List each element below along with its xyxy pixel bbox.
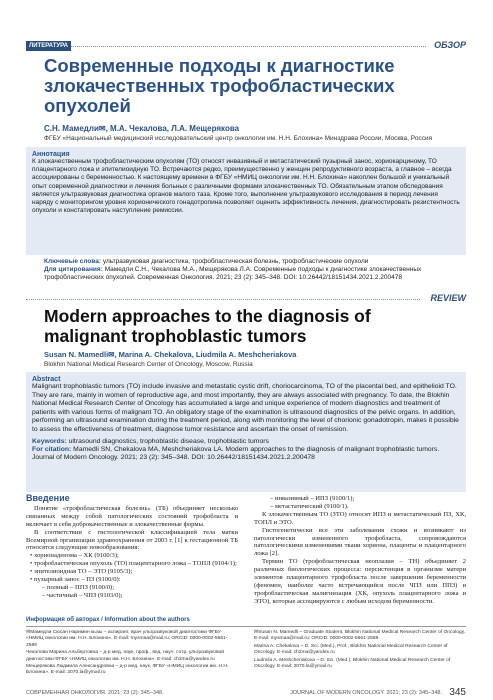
- citation-label-en: For citation:: [32, 445, 72, 453]
- article-title-en: Modern approaches to the diagnosis of malignant trophoblastic tumors: [44, 306, 371, 346]
- section-divider-en: [26, 299, 420, 300]
- citation-label-ru: Для цитирования:: [44, 266, 103, 273]
- author-info-item: Liudmila A. Meshcheriakova – D. Sci. (Med.), Blokhin National Medical Research Center of Oncology. E-mail: 2070.la@ymail.ru: [254, 657, 451, 670]
- keywords-label-en: Keywords:: [32, 437, 67, 445]
- list-item: • трофобластическая опухоль (ТО) плацентарного ложа – ТОПЛ (9104/1);: [30, 560, 237, 568]
- intro-paragraph-4: Гистогенетически все эти заболевания схожи и возникают из патологически измененного трофобласта, сопровождаются патологическими изменениями ткани хориона, плаценты и плацентарного ложа [2].: [254, 526, 466, 558]
- list-item: • эпителиоидная ТО – ЭТО (9105/3);: [30, 568, 133, 576]
- footer-journal-ru: СОВРЕМЕННАЯ ОНКОЛОГИЯ. 2021; 23 (2): 345–348.: [26, 690, 164, 696]
- keywords-value-en: ultrasound diagnostics, trophoblastic disease, trophoblastic tumors: [68, 437, 269, 445]
- list-subitem: – полный – ППЗ (9100/0);: [42, 583, 115, 591]
- body-column-right: [254, 495, 466, 606]
- keywords-citation-en: [32, 438, 460, 463]
- page-footer: [26, 688, 466, 699]
- section-label-ru: ОБЗОР: [430, 40, 466, 50]
- keywords-label-ru: Ключевые слова:: [44, 258, 102, 265]
- abstract-heading-en: Abstract: [32, 376, 61, 383]
- keywords-en: [32, 438, 460, 446]
- authors-en: Susan N. Mamedli✉, Marina A. Chekalova, Liudmila A. Meshcheriakova: [44, 350, 297, 359]
- abstract-heading-ru: Аннотация: [32, 151, 70, 158]
- article-title-ru: Современные подходы к диагностике злокачественных трофобластических опухолей: [44, 55, 395, 116]
- list-subitem: – инвазивный – ИПЗ (9100/1);: [270, 495, 355, 502]
- author-info-item: Мещерякова Людмила Александровна – д-р мед. наук, ФГБУ «НМИЦ онкологии им. Н.Н. Блохина». E-mail: 2070.la@ymail.ru: [26, 664, 229, 676]
- author-info-item: Чекалова Марина Альбертовна – д-р мед. наук, проф., вед. науч. сотр. ультразвуковой диагностики ФГБУ «НМИЦ онкологии им. Н.Н. Блохина». E-mail: ch2ma@yandex.ru: [26, 650, 225, 662]
- author-info-item: ✉Мамедли Сюсан Наримин кызы – аспирант, врач ультразвуковой диагностики ФГБУ «НМИЦ онкологии им. Н.Н. Блохина». E-mail: mysmaa@mail.ru; ORCID: 0000-0002-5661-2589: [26, 630, 228, 648]
- abstract-text-ru: К злокачественным трофобластическим опухолям (ТО) относят инвазивный и метастатический пузырный занос, хориокарциному, ТО плацентарного ложа и эпителиоидную ТО. Встречаются редко, преимущественно у женщин репродуктивного возраста, а главное – всегда ассоциированы с беременностью. К настоящему времени в ФГБУ «НМИЦ онкологии им. Н.Н. Блохина» накоплен большой и уникальный опыт современной диагностики и лечения больных с различными формами злокачественных ТО. Обязательным этапом обследования является ультразвуковая диагностика органов малого таза. Кроме того, выполнение ультразвукового исследования в период лечения наряду с мониторингом уровня хорионического гонадотропина позволяет оценить эффективность лечения, диагностировать резистентность опухоли и констатировать наступление ремиссии.: [32, 158, 460, 215]
- authors-info-columns: [26, 630, 466, 678]
- abstract-box-ru: [26, 147, 466, 255]
- affiliation-en: Blokhin National Medical Research Center of Oncology, Moscow, Russia: [44, 361, 253, 368]
- keywords-citation-ru: [44, 258, 464, 282]
- list-item: • пузырный занос – ПЗ (9100/0):: [30, 576, 121, 584]
- list-item: • хорионаденома – ХК (9100/3);: [30, 552, 119, 560]
- authors-info-heading: Информация об авторах / Information about the authors: [26, 617, 190, 623]
- authors-info-en: [254, 630, 466, 678]
- footer-journal-en: JOURNAL OF MODERN ONCOLOGY. 2021; 23 (2): 345–348.: [290, 690, 442, 696]
- list-subitem: – метастатический (9100/1).: [270, 502, 349, 510]
- citation-value-en: Mamedli SN, Chekalova MA, Meshcheriakova LA. Modern approaches to the diagnosis of malignant trophoblastic tumors. Journal of Modern Oncology. 2021; 23 (2): 345–348. DOI: 10.26442/18151434.2021.2.200478: [32, 445, 440, 462]
- author-info-item: ✉Susan N. Mamedli – Graduate Student, Blokhin National Medical Research Center of Oncology. E-mail: mysmaa@mail.ru; ORCID: 0000-0002-5661-2589: [254, 630, 466, 642]
- section-label-en: REVIEW: [430, 293, 466, 303]
- citation-ru: [44, 266, 464, 282]
- abstract-box-en: [26, 372, 466, 492]
- classification-list-cont: [254, 495, 466, 511]
- citation-value-ru: Мамедли С.Н., Чекалова М.А., Мещерякова Л.А. Современные подходы к диагностике злокачественных трофобластических опухолей. Современная Онкология. 2021; 23 (2): 345–348. DOI: 10.26442/18151434.2021.2.200478: [44, 266, 422, 281]
- authors-ru: С.Н. Мамедли✉, М.А. Чекалова, Л.А. Мещерякова: [44, 124, 240, 133]
- page-number: 345: [449, 687, 466, 698]
- intro-paragraph-1: Понятие «трофобластическая болезнь» (ТБ) объединяет несколько связанных между собой патологических состояний трофобласта и включает в себя доброкачественные и злокачественные формы.: [26, 504, 238, 528]
- intro-paragraph-3: К злокачественным ТО (ЗТО) относят ИПЗ и метастатический ПЗ, ХК, ТОПЛ и ЭТО.: [254, 510, 466, 526]
- keywords-value-ru: ультразвуковая диагностика, трофобластическая болезнь, трофобластические опухоли: [102, 258, 369, 265]
- keywords-ru: [44, 258, 464, 266]
- citation-en: [32, 446, 460, 463]
- intro-paragraph-5: Термин ТО (трофобластическая неоплазия – ТН) объединяет 2 различных биологических процесса: персистенция в организме матери элементов плацентарного трофобласта после завершения беременности (феномен, наиболее часто встречающийся после ЧПЗ или ППЗ) и трофобластическая малигнизация (ХК, опухоль плацентарного ложа и ЭТО), которые ассоциируются с любым исходом беременности.: [254, 558, 466, 605]
- affiliation-ru: ФГБУ «Национальный медицинский исследовательский центр онкологии им. Н.Н. Блохина» Минздрава России, Москва, Россия: [44, 135, 433, 142]
- authors-info-ru: [26, 630, 238, 678]
- list-subitem: – частичный – ЧПЗ (9103/0);: [42, 591, 123, 599]
- intro-heading: Введение: [26, 493, 70, 503]
- author-info-item: Marina A. Chekalova – D. Sci. (Med.), Prof., Blokhin National Medical Research Center of Oncology. E-mail: ch2ma@yandex.ru: [254, 643, 448, 656]
- classification-list: [26, 552, 238, 599]
- header-divider: [66, 46, 426, 47]
- section-bar-en: [26, 294, 466, 304]
- header-bar: [26, 41, 466, 51]
- category-badge: ЛИТЕРАТУРА: [26, 41, 71, 51]
- authors-info: [26, 617, 466, 678]
- abstract-text-en: Malignant trophoblastic tumors (TO) include invasive and metastatic cystic drift, choriocarcinoma, TO of the placental bed, and epithelioid TO. They are rare, mainly in women of reproductive age, and most importantly, they are always associated with pregnancy. To date, the Blokhin National Medical Research Center of Oncology has accumulated a large and unique experience of modern diagnostics and treatment of patients with various forms of malignant TO. An obligatory stage of the examination is ultrasound diagnostics of the pelvic organs. In addition, performing an ultrasound examination during the treatment period, along with monitoring the level of chorionic gonadotropin, makes it possible to assess the effectiveness of treatment, diagnose tumor resistance and ascertain the onset of remission.: [32, 383, 459, 433]
- intro-paragraph-2: В соответствии с гистологической классификацией тела матки Всемирной организации здравоохранения от 2003 г. [1] к гестационной ТБ относятся следующие новообразования:: [26, 528, 238, 552]
- authors-info-divider: [26, 626, 466, 627]
- body-column-left: [26, 495, 238, 600]
